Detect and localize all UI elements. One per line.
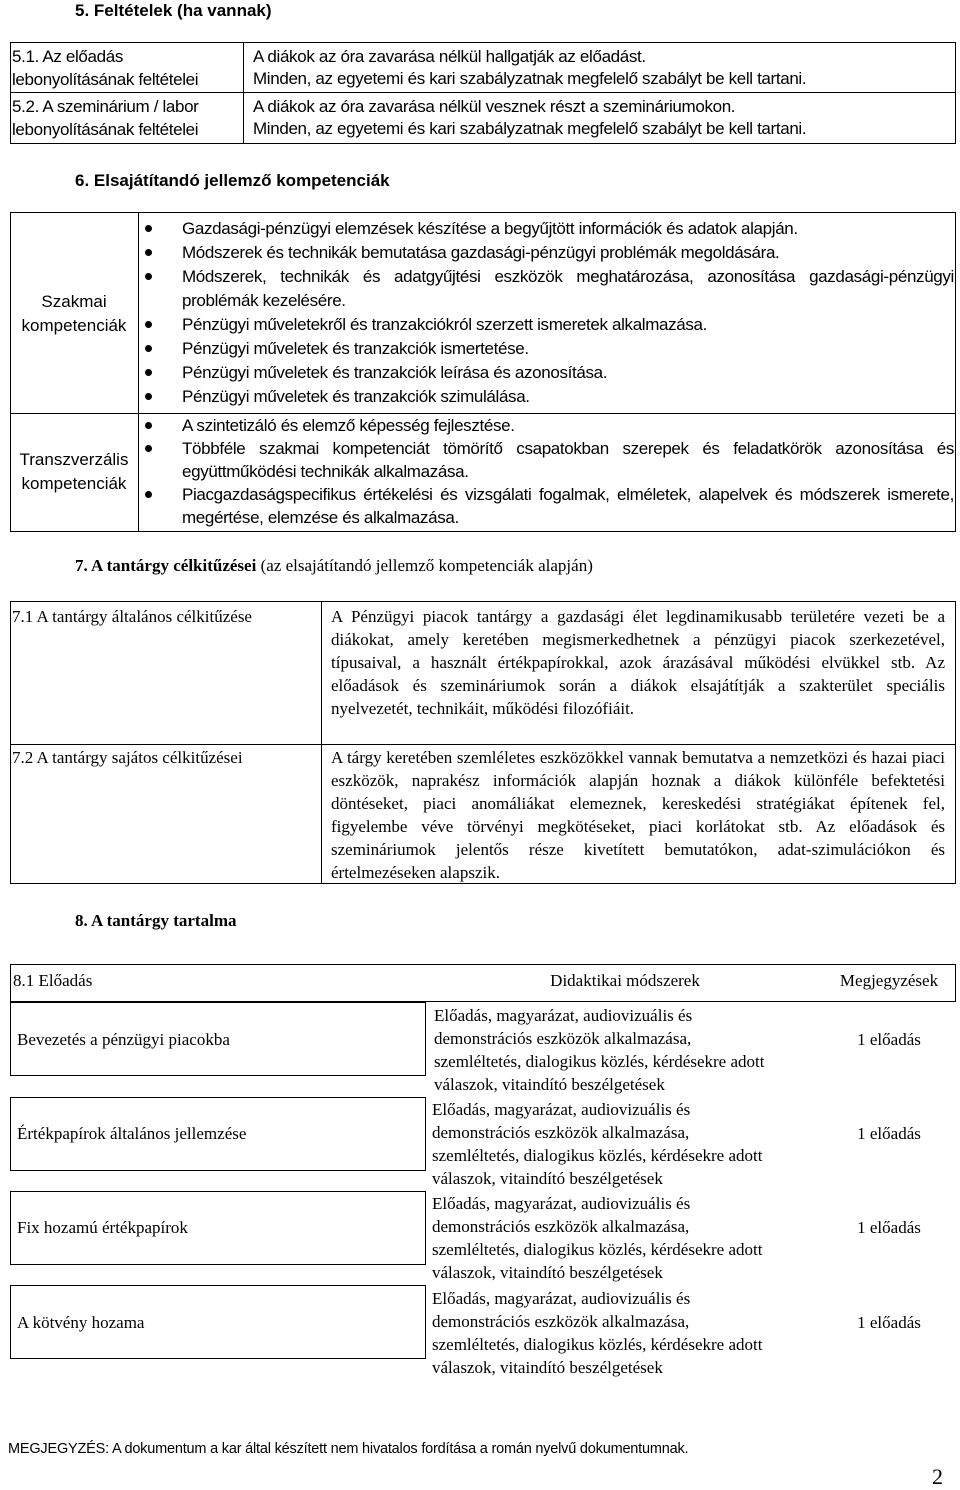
- list-item: Piacgazdaságspecifikus értékelési és vizsgálati fogalmak, elméletek, alapelvek és módszerek ismerete, megértése, elemzése és alkalmazása.: [136, 483, 954, 529]
- competency-group-transversal: Transzverzális kompetenciák: [19, 450, 129, 493]
- content-header-methods: Didaktikai módszerek: [550, 971, 700, 990]
- list-item: Többféle szakmai kompetenciát tömörítő csapatokban szerepek és feladatkörök azonosítása és együttműködési technikák alkalmazása.: [136, 437, 954, 483]
- conditions-divider: [243, 42, 244, 144]
- page-number: 2: [932, 1464, 943, 1489]
- content-row-method: Előadás, magyarázat, audiovizuális és demonstrációs eszközök alkalmazása, szemléltetés, dialogikus közlés, kérdésekre adott válaszok, vitaindító beszélgetések: [434, 1006, 765, 1094]
- bullet-icon: [145, 393, 152, 400]
- competency-group-professional: Szakmai kompetenciák: [21, 292, 127, 335]
- bullet-icon: [145, 249, 152, 256]
- condition-text-lecture-2: Minden, az egyetemi és kari szabályzatnak megfelelő szabályt be kell tartani.: [253, 69, 807, 88]
- content-header-notes: Megjegyzések: [839, 971, 939, 990]
- list-item: Pénzügyi műveletek és tranzakciók szimulálása.: [136, 385, 954, 409]
- content-row-method: Előadás, magyarázat, audiovizuális és demonstrációs eszközök alkalmazása, szemléltetés, dialogikus közlés, kérdésekre adott válaszok, vitaindító beszélgetések: [432, 1100, 763, 1188]
- condition-text-lecture-1: A diákok az óra zavarása nélkül hallgatják az előadást.: [253, 47, 646, 66]
- bullet-icon: [145, 369, 152, 376]
- content-row-topic: Fix hozamú értékpapírok: [17, 1218, 188, 1237]
- bullet-icon: [145, 273, 152, 280]
- content-row-note: 1 előadás: [857, 1030, 921, 1049]
- content-row-note: 1 előadás: [857, 1313, 921, 1332]
- content-header-lecture: 8.1 Előadás: [13, 971, 93, 990]
- content-row-topic: Értékpapírok általános jellemzése: [17, 1124, 247, 1143]
- bullet-icon: [145, 422, 152, 429]
- bullet-icon: [145, 445, 152, 452]
- section7-heading: 7. A tantárgy célkitűzései (az elsajátítandó jellemző kompetenciák alapján): [75, 556, 593, 575]
- objective-label-general: 7.1 A tantárgy általános célkitűzése: [12, 607, 252, 626]
- list-item: Módszerek, technikák és adatgyűjtési eszközök meghatározása, azonosítása gazdasági-pénzügyi problémák kezelésére.: [136, 265, 954, 313]
- objective-text-specific: A tárgy keretében szemléletes eszközökkel vannak bemutatva a nemzetközi és hazai piaci eszközök, naprakész információk alapján hoznak a diákok különféle befektetési döntéseket, piaci anomáliákat elemeznek, kereskedési stratégiákat építenek fel, figyelembe véve törvényi megkötéseket, piaci korlátokat stb. Az előadások és szemináriumok jelentős része kivetített bemutatókon, adat-szimulációkon és értelmezéseken alapszik.: [331, 748, 945, 882]
- transversal-competencies-list: [136, 414, 954, 529]
- condition-text-seminar-1: A diákok az óra zavarása nélkül vesznek részt a szemináriumokon.: [253, 97, 736, 116]
- content-row-note: 1 előadás: [857, 1218, 921, 1237]
- content-row-note: 1 előadás: [857, 1124, 921, 1143]
- objectives-divider: [321, 601, 322, 884]
- bullet-icon: [145, 225, 152, 232]
- condition-label-lecture: 5.1. Az előadás lebonyolításának feltételei: [12, 47, 199, 89]
- conditions-row-divider: [10, 92, 956, 93]
- list-item: Pénzügyi műveletek és tranzakciók leírása és azonosítása.: [136, 361, 954, 385]
- objective-text-general: A Pénzügyi piacok tantárgy a gazdasági élet legdinamikusabb területére vezeti be a diákokat, amely keretében megismerkedhetnek a pénzügyi piacok szerkezetével, típusaival, a használt értékpapírokkal, azok árazásával működési elvükkel stb. Az előadások és szemináriumok során a diákok elsajátítják a szakterület speciális nyelvezetét, technikáit, működési filozófiáit.: [331, 607, 945, 718]
- content-row-method: Előadás, magyarázat, audiovizuális és demonstrációs eszközök alkalmazása, szemléltetés, dialogikus közlés, kérdésekre adott válaszok, vitaindító beszélgetések: [432, 1194, 763, 1282]
- objective-label-specific: 7.2 A tantárgy sajátos célkitűzései: [12, 748, 243, 767]
- bullet-icon: [145, 321, 152, 328]
- professional-competencies-list: [136, 217, 954, 409]
- section6-heading: 6. Elsajátítandó jellemző kompetenciák: [75, 171, 390, 190]
- footer-note: MEGJEGYZÉS: A dokumentum a kar által készített nem hivatalos fordítása a román nyelvű dokumentumnak.: [8, 1441, 689, 1457]
- condition-label-seminar: 5.2. A szeminárium / labor lebonyolításának feltételei: [12, 97, 199, 139]
- list-item: A szintetizáló és elemző képesség fejlesztése.: [136, 414, 954, 437]
- list-item: Pénzügyi műveletek és tranzakciók ismertetése.: [136, 337, 954, 361]
- content-row-topic: Bevezetés a pénzügyi piacokba: [17, 1030, 230, 1049]
- list-item: Módszerek és technikák bemutatása gazdasági-pénzügyi problémák megoldására.: [136, 241, 954, 265]
- objectives-row-divider: [10, 744, 956, 745]
- condition-text-seminar-2: Minden, az egyetemi és kari szabályzatnak megfelelő szabályt be kell tartani.: [253, 119, 807, 138]
- section8-heading: 8. A tantárgy tartalma: [75, 911, 237, 930]
- list-item: Gazdasági-pénzügyi elemzések készítése a begyűjtött információk és adatok alapján.: [136, 217, 954, 241]
- bullet-icon: [145, 345, 152, 352]
- section5-heading: 5. Feltételek (ha vannak): [75, 1, 272, 20]
- content-row-method: Előadás, magyarázat, audiovizuális és demonstrációs eszközök alkalmazása, szemléltetés, dialogikus közlés, kérdésekre adott válaszok, vitaindító beszélgetések: [432, 1289, 763, 1377]
- bullet-icon: [145, 491, 152, 498]
- content-row-topic: A kötvény hozama: [17, 1313, 145, 1332]
- list-item: Pénzügyi műveletekről és tranzakciókról szerzett ismeretek alkalmazása.: [136, 313, 954, 337]
